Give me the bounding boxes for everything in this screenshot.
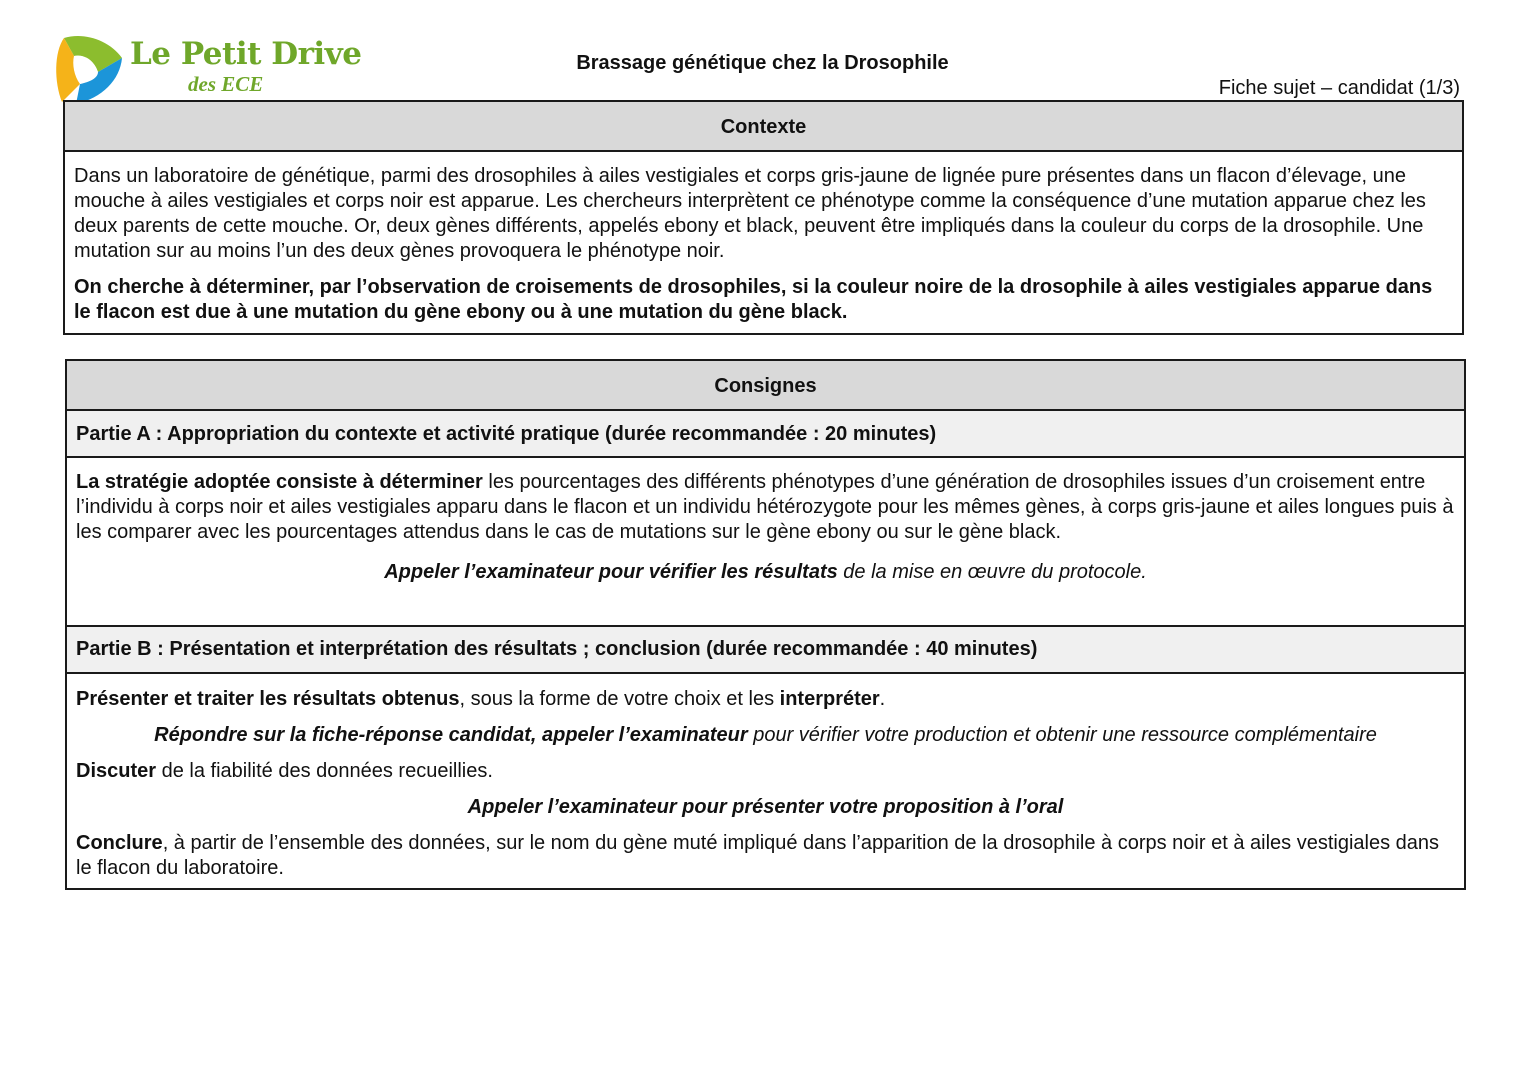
partie-b-conclude-text: , à partir de l’ensemble des données, sur le nom du gène muté impliqué dans l’apparition de la drosophile à corps noir et à ailes vestigiales dans le flacon du laboratoire.	[76, 832, 1439, 879]
partie-b-body	[67, 674, 1464, 881]
partie-b-present-bold: Présenter et traiter les résultats obtenus	[76, 688, 460, 710]
partie-b-present	[67, 687, 1464, 712]
partie-a-call-bold: Appeler l’examinateur pour vérifier les résultats	[384, 561, 838, 583]
page-label: Fiche sujet – candidat (1/3)	[1218, 77, 1460, 99]
partie-a-body	[67, 458, 1464, 625]
partie-b-present-end: .	[879, 688, 886, 710]
partie-b-discuss-bold: Discuter	[76, 760, 157, 782]
contexte-objective: On cherche à déterminer, par l’observation de croisements de drosophiles, si la couleur noire de la drosophile à ailes vestigiales apparue dans le flacon est due à une mutation du gène ebony ou à une mutation du gène black.	[74, 276, 1433, 323]
consignes-section	[65, 359, 1466, 890]
partie-a-strategy	[67, 470, 1464, 545]
partie-a-strategy-text: les pourcentages des différents phénotypes d’une génération de drosophiles issues d’un croisement entre l’individu à corps noir et ailes vestigiales apparu dans le flacon et un individu hétérozygote pour les mêmes gènes, à corps gris-jaune et ailes longues puis à les comparer avec les pourcentages attendus dans le cas de mutations sur le gène ebony ou sur le gène black.	[76, 471, 1454, 543]
partie-b-conclude-bold: Conclure	[76, 832, 163, 854]
contexte-section	[63, 100, 1464, 335]
partie-a-call-text: de la mise en œuvre du protocole.	[837, 561, 1147, 583]
partie-b-discuss	[67, 759, 1464, 784]
partie-b-present-bold2: interpréter	[779, 688, 880, 710]
partie-b-respond-text: pour vérifier votre production et obtenir une ressource complémentaire	[747, 724, 1377, 746]
partie-b-present-mid: , sous la forme de votre choix et les	[459, 688, 780, 710]
partie-a-heading: Partie A : Appropriation du contexte et activité pratique (durée recommandée : 20 minutes)	[67, 411, 1464, 458]
contexte-paragraph: Dans un laboratoire de génétique, parmi des drosophiles à ailes vestigiales et corps gris-jaune de lignée pure présentes dans un flacon d’élevage, une mouche à ailes vestigiales et corps noir est apparue. Les chercheurs interprètent ce phénotype comme la conséquence d’une mutation apparue chez les deux parents de cette mouche. Or, deux gènes différents, appelés ebony et black, peuvent être impliqués dans la couleur du corps de la drosophile. Une mutation sur au moins l’un des deux gènes provoquera le phénotype noir.	[74, 165, 1426, 262]
partie-b-conclude	[67, 831, 1464, 881]
contexte-heading: Contexte	[65, 102, 1462, 152]
document-title	[0, 52, 1525, 75]
logo-subtitle: des ECE	[188, 72, 264, 96]
partie-a-strategy-bold: La stratégie adoptée consiste à déterminer	[76, 471, 483, 493]
partie-b-respond	[67, 723, 1464, 748]
logo-title: Le Petit Drive	[130, 36, 362, 72]
partie-b-discuss-text: de la fiabilité des données recueillies.	[156, 760, 493, 782]
partie-b-heading: Partie B : Présentation et interprétation des résultats ; conclusion (durée recommandée : 40 minutes)	[67, 625, 1464, 674]
partie-a-call-examiner	[67, 560, 1464, 585]
partie-b-respond-bold: Répondre sur la fiche-réponse candidat, appeler l’examinateur	[154, 724, 748, 746]
consignes-heading: Consignes	[67, 361, 1464, 411]
document-title-text: Brassage génétique chez la Drosophile	[576, 52, 949, 74]
partie-b-oral-call: Appeler l’examinateur pour présenter votre proposition à l’oral	[467, 796, 1064, 818]
